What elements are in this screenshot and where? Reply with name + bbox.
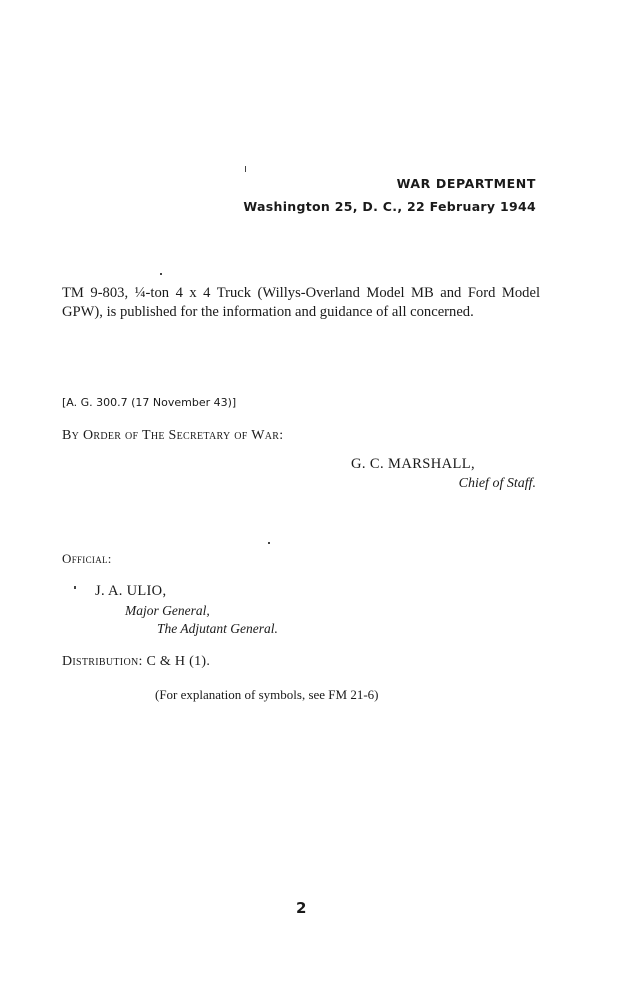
distribution-line: Distribution: C & H (1). — [62, 654, 211, 669]
signer-name: G. C. MARSHALL, — [351, 456, 476, 472]
official-rank: Major General, — [125, 603, 210, 618]
official-name: J. A. ULIO, — [95, 583, 167, 599]
order-line: By Order of The Secretary of War: — [62, 428, 284, 443]
location-date-line: Washington 25, D. C., 22 February 1944 — [243, 199, 536, 214]
signer-title: Chief of Staff. — [458, 476, 536, 491]
print-speck — [74, 586, 76, 589]
official-title: The Adjutant General. — [157, 621, 278, 636]
print-speck — [268, 542, 270, 544]
symbols-explanation: (For explanation of symbols, see FM 21-6) — [155, 687, 379, 702]
official-label: Official: — [62, 551, 112, 566]
print-speck — [245, 166, 246, 172]
department-heading: WAR DEPARTMENT — [396, 176, 536, 191]
intro-paragraph: TM 9-803, ¼-ton 4 x 4 Truck (Willys-Overland Model MB and Ford Model GPW), is published for the information and guidance of all concerned. — [62, 285, 540, 320]
adjutant-general-reference: [A. G. 300.7 (17 November 43)] — [62, 396, 237, 409]
print-speck — [160, 273, 162, 275]
page-number: 2 — [296, 899, 307, 917]
